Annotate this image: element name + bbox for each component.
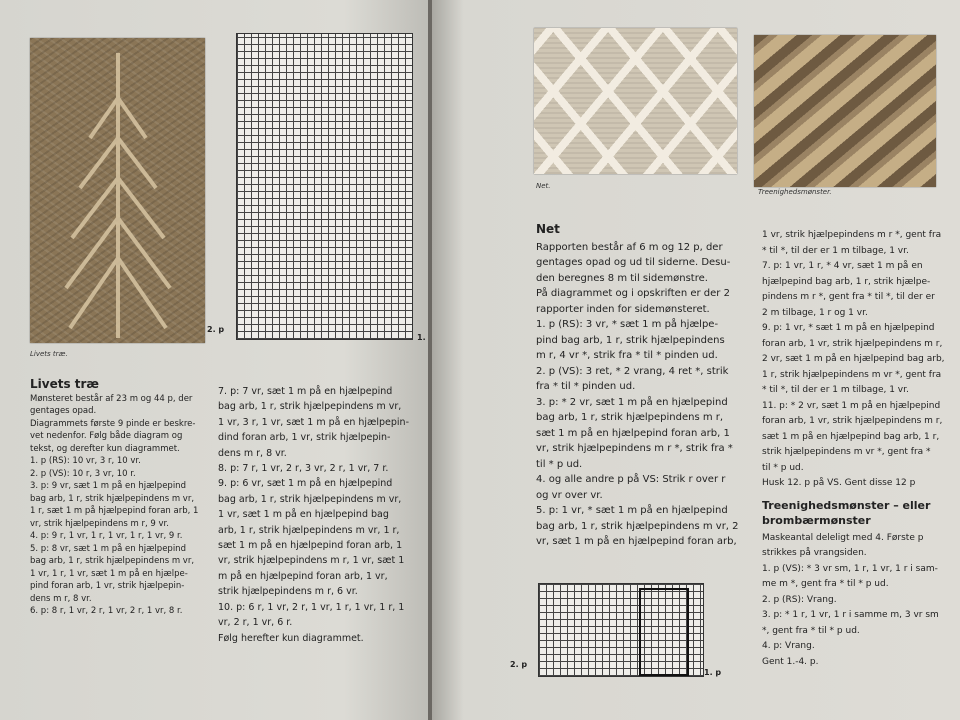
trinity-caption: Treenighedsmønster. <box>758 188 832 196</box>
left_page.col2-line: 8. p: 7 r, 1 vr, 2 r, 3 vr, 2 r, 1 vr, 7 r. <box>218 463 389 475</box>
chart-row-label-right: 1. <box>417 333 426 342</box>
right-page <box>432 0 960 720</box>
left_page.col2-line: bag arb, 1 r, strik hjælpepindens m vr, <box>218 401 402 413</box>
left_page.col2-line: 1 vr, 3 r, 1 vr, sæt 1 m på en hjælpepin- <box>218 416 410 428</box>
right_page.trin_col-line: 4. p: Vrang. <box>762 641 815 651</box>
left_page.col2-line: m på en hjælpepind foran arb, 1 vr, <box>218 570 388 582</box>
right_page.trin_col-line: 2. p (RS): Vrang. <box>762 594 837 605</box>
right_page.col2-line: 11. p: * 2 vr, sæt 1 m på en hjælpepind <box>762 400 941 411</box>
left_page.col1-line: 5. p: 8 vr, sæt 1 m på en hjælpepind <box>30 543 186 554</box>
right_page.net_col-line: bag arb, 1 r, strik hjælpepindens m vr, 2 <box>536 520 739 532</box>
left_page.col1-line: gentages opad. <box>30 406 97 416</box>
right_page.col2-line: strik hjælpepindens m vr *, gent fra * <box>762 447 931 457</box>
net-chart-row-label-right: 1. p <box>704 668 722 677</box>
right_page.trin_col-line: 3. p: * 1 r, 1 vr, 1 r i samme m, 3 vr sm <box>762 610 939 620</box>
left_page.col1-line: 1. p (RS): 10 vr, 3 r, 10 vr. <box>30 456 141 466</box>
left_page.col2-line: bag arb, 1 r, strik hjælpepindens m vr, <box>218 493 402 505</box>
net-chart-row-label: 2. p <box>510 660 528 669</box>
left-col-2 <box>218 384 428 646</box>
right_page.col2-line: * til *, til der er 1 m tilbage, 1 vr. <box>762 385 909 395</box>
chart-row-label: 2. p <box>207 325 225 334</box>
left_page.col2-line: 7. p: 7 vr, sæt 1 m på en hjælpepind <box>218 386 393 397</box>
right_page.col2-line: hjælpepind bag arb, 1 r, strik hjælpe- <box>762 276 931 287</box>
left_page.col1-line: vr, strik hjælpepindens m r, 9 vr. <box>30 518 169 529</box>
right_page.net_col-line: den beregnes 8 m til sidemønstre. <box>536 272 708 284</box>
right_page.trin_col-line: *, gent fra * til * p ud. <box>762 625 860 636</box>
right_page.net_col-line: 1. p (RS): 3 vr, * sæt 1 m på hjælpe- <box>536 319 719 330</box>
right_page.net_col-line: 2. p (VS): 3 ret, * 2 vrang, 4 ret *, strik <box>536 365 729 377</box>
left_page.col1-line: 1 vr, 1 r, 1 vr, sæt 1 m på en hjælpe- <box>30 568 188 579</box>
left_page.col1-line: 2. p (VS): 10 r, 3 vr, 10 r. <box>30 468 136 479</box>
right_page.net_col-line: 5. p: 1 vr, * sæt 1 m på en hjælpepind <box>536 505 728 516</box>
right_page.net_col-line: vr, strik hjælpepindens m r *, strik fra * <box>536 443 733 454</box>
right_page.net_col-line: vr, sæt 1 m på en hjælpepind foran arb, <box>536 536 737 547</box>
left_page.col1-line: 3. p: 9 vr, sæt 1 m på en hjælpepind <box>30 481 186 491</box>
right_page.net_col-line: og vr over vr. <box>536 489 603 501</box>
right_page.col2-line: * til *, til der er 1 m tilbage, 1 vr. <box>762 245 909 256</box>
right_page.net_col-line: Rapporten består af 6 m og 12 p, der <box>536 241 723 253</box>
right_page.net_col-line: m r, 4 vr *, strik fra * til * pinden ud. <box>536 350 718 361</box>
left_page.col2-line: 9. p: 6 vr, sæt 1 m på en hjælpepind <box>218 478 393 490</box>
left_page.col2-line: 1 vr, sæt 1 m på en hjælpepind bag <box>218 509 389 521</box>
right_page.net_col-line: bag arb, 1 r, strik hjælpepindens m r, <box>536 412 724 423</box>
right_page.col2-line: 2 vr, sæt 1 m på en hjælpepind bag arb, <box>762 354 945 364</box>
right_page.col2-line: foran arb, 1 vr, strik hjælpepindens m r, <box>762 416 943 426</box>
tree-motif-illustration <box>30 38 205 343</box>
left_page.col1-line: dens m r, 8 vr. <box>30 593 92 604</box>
right_page.trin_col-line: strikkes på vrangsiden. <box>762 548 867 558</box>
trinity-photo <box>754 35 936 187</box>
repeat-box <box>639 588 689 676</box>
right_page.net_col-line: På diagrammet og i opskriften er der 2 <box>536 288 730 299</box>
tree-chart <box>236 33 413 340</box>
left_page.col1-line: 6. p: 8 r, 1 vr, 2 r, 1 vr, 2 r, 1 vr, 8 r. <box>30 606 183 616</box>
photo-caption: Livets træ. <box>30 350 68 358</box>
net-chart <box>538 583 704 677</box>
left_page.col2-line: 10. p: 6 r, 1 vr, 2 r, 1 vr, 1 r, 1 vr, 1 r, 1 <box>218 601 405 613</box>
right_page.net_col-line: 4. og alle andre p på VS: Strik r over r <box>536 474 726 485</box>
right_page.net_col-line: til * p ud. <box>536 458 583 470</box>
right_page.col2-line: 1 r, strik hjælpepindens m vr *, gent fra <box>762 369 942 380</box>
net-title: Net <box>536 222 560 236</box>
net-photo <box>534 28 737 174</box>
left_page.col2-line: Følg herefter kun diagrammet. <box>218 632 364 644</box>
left_page.col2-line: vr, strik hjælpepindens m r, 1 vr, sæt 1 <box>218 555 405 567</box>
right_page.col2-line: 2 m tilbage, 1 r og 1 vr. <box>762 307 868 318</box>
left_page.col2-line: vr, 2 r, 1 vr, 6 r. <box>218 617 293 629</box>
right_page.col2-line: Husk 12. p på VS. Gent disse 12 p <box>762 478 916 488</box>
left-page <box>0 0 430 720</box>
net-caption: Net. <box>536 182 551 190</box>
left_page.col1-line: pind foran arb, 1 vr, strik hjælpepin- <box>30 581 185 591</box>
left_page.col1-line: tekst, og derefter kun diagrammet. <box>30 443 180 454</box>
left_page.col1-line: bag arb, 1 r, strik hjælpepindens m vr, <box>30 556 195 566</box>
left_page.col1-line: Mønsteret består af 23 m og 44 p, der <box>30 393 193 404</box>
right_page.trin_col-line: Maskeantal deleligt med 4. Første p <box>762 532 924 543</box>
left-col-1 <box>30 378 210 618</box>
right_page.net_col-line: pind bag arb, 1 r, strik hjælpepindens <box>536 334 725 346</box>
left_page.col2-line: dens m r, 8 vr. <box>218 447 287 459</box>
left_page.col2-line: strik hjælpepindens m r, 6 vr. <box>218 586 358 598</box>
right_page.col2-line: 1 vr, strik hjælpepindens m r *, gent fra <box>762 230 942 240</box>
right_page.trin_col-line: me m *, gent fra * til * p ud. <box>762 579 889 589</box>
right_page.col2-line: 7. p: 1 vr, 1 r, * 4 vr, sæt 1 m på en <box>762 261 923 271</box>
net-instructions <box>536 222 751 550</box>
right_page.col2-line: 9. p: 1 vr, * sæt 1 m på en hjælpepind <box>762 323 935 333</box>
left_page.col1-line: bag arb, 1 r, strik hjælpepindens m vr, <box>30 493 195 504</box>
right_page.net_col-line: 3. p: * 2 vr, sæt 1 m på en hjælpepind <box>536 396 728 408</box>
right_page.trin_col-line: Gent 1.-4. p. <box>762 656 819 667</box>
left_page.col1-line: vet nedenfor. Følg både diagram og <box>30 431 183 441</box>
right_page.net_col-line: rapporter inden for sidemønsteret. <box>536 303 710 315</box>
left_page.col2-line: sæt 1 m på en hjælpepind foran arb, 1 <box>218 540 403 552</box>
right_page.net_col-line: fra * til * pinden ud. <box>536 381 636 392</box>
right_page.net_col-line: gentages opad og ud til siderne. Desu- <box>536 257 731 268</box>
right_page.col2-line: foran arb, 1 vr, strik hjælpepindens m r, <box>762 338 943 349</box>
right_page.net_col-line: sæt 1 m på en hjælpepind foran arb, 1 <box>536 427 730 439</box>
left_page.col2-line: arb, 1 r, strik hjælpepindens m vr, 1 r, <box>218 524 400 536</box>
right_page.col2-line: pindens m r *, gent fra * til *, til der er <box>762 292 935 302</box>
trinity-title-2: brombærmønster <box>762 514 871 527</box>
left_page.col1-line: Diagrammets første 9 pinde er beskre- <box>30 418 196 429</box>
section-title: Livets træ <box>30 377 100 391</box>
left_page.col1-line: 1 r, sæt 1 m på hjælpepind foran arb, 1 <box>30 506 199 516</box>
right-col-2 <box>762 228 952 670</box>
right_page.col2-line: til * p ud. <box>762 462 804 473</box>
right_page.col2-line: sæt 1 m på en hjælpepind bag arb, 1 r, <box>762 431 940 442</box>
trinity-title-1: Treenighedsmønster – eller <box>762 498 931 512</box>
left_page.col1-line: 4. p: 9 r, 1 vr, 1 r, 1 vr, 1 r, 1 vr, 9 r. <box>30 531 183 541</box>
tree-of-life-photo <box>30 38 205 343</box>
left_page.col2-line: dind foran arb, 1 vr, strik hjælpepin- <box>218 432 391 444</box>
right_page.trin_col-line: 1. p (VS): * 3 vr sm, 1 r, 1 vr, 1 r i sam- <box>762 563 938 574</box>
